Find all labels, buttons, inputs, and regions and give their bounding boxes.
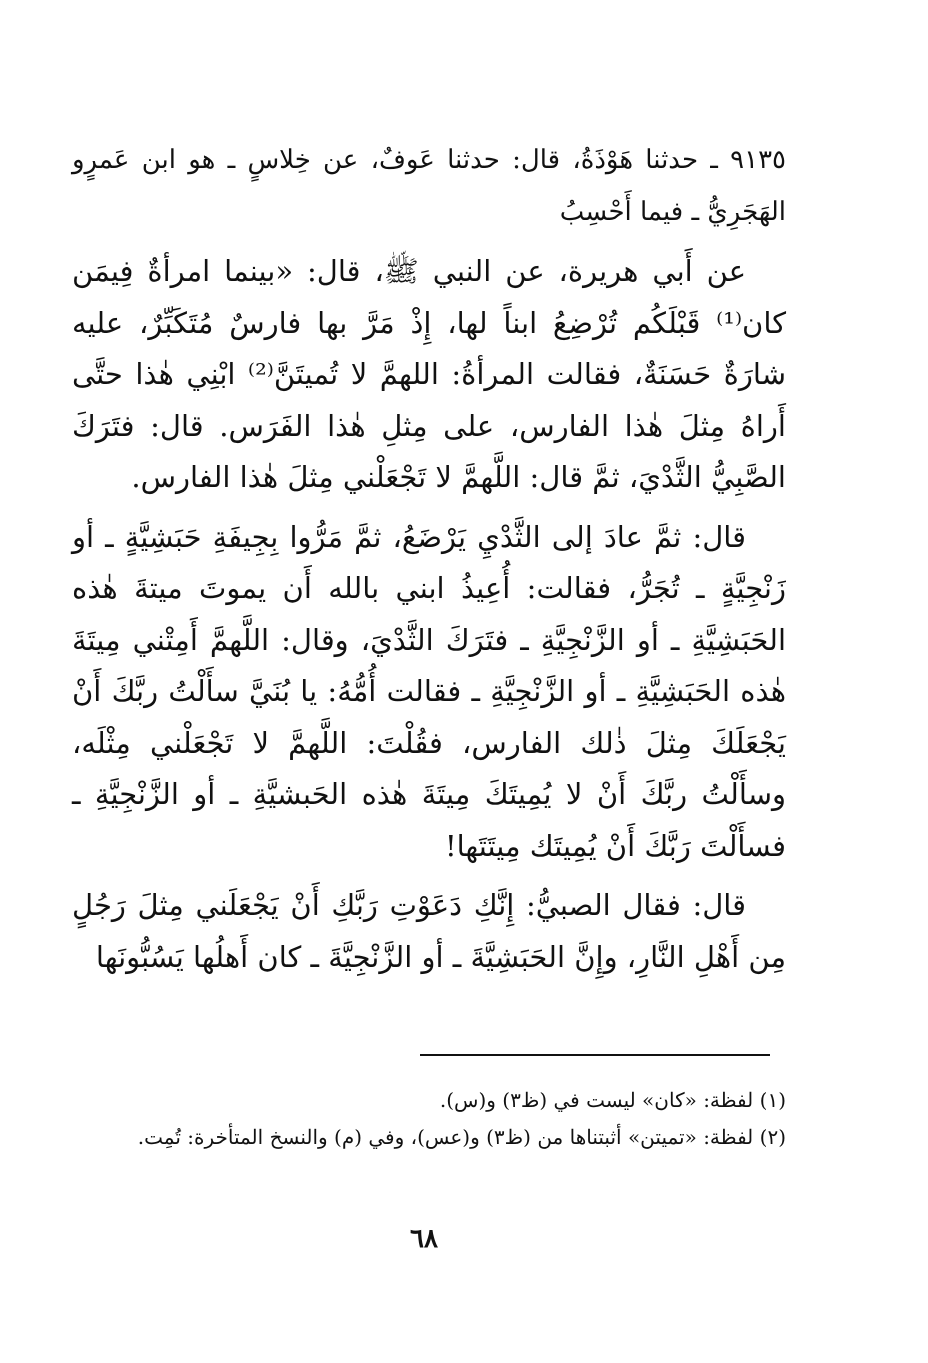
main-text	[72, 135, 786, 983]
footnote: (٢) لفظة: «تميتن» أثبتناها من (ظ٣) و(عس)، وفي (م) والنسخ المتأخرة: تُمِت.	[137, 1125, 786, 1149]
footnotes	[72, 1082, 786, 1156]
page-number: ٦٨	[410, 1224, 438, 1254]
footnote: (١) لفظة: «كان» ليست في (ظ٣) و(س).	[439, 1088, 786, 1112]
hadith-text-paragraph: عن أَبي هريرة، عن النبي ﷺ، قال: «بينما امرأةٌ فِيمَن كان⁽¹⁾ قَبْلَكُم تُرْضِعُ ابناً لها، إِذْ مَرَّ بها فارسٌ مُتَكَبِّرٌ، عليه شارَةٌ حَسَنَةٌ، فقالت المرأةُ: اللهمَّ لا تُميتَنَّ⁽²⁾ ابْنِي هٰذا حتَّى أَراهُ مِثلَ هٰذا الفارس، على مِثلِ هٰذا الفَرَس. قال: فتَرَكَ الصَّبِيُّ الثَّدْيَ، ثمَّ قال: اللَّهمَّ لا تَجْعَلْني مِثلَ هٰذا الفارس.	[72, 254, 787, 494]
footnote-divider	[420, 1054, 770, 1056]
hadith-text-paragraph: قال: ثمَّ عادَ إلى الثَّدْيِ يَرْضَعُ، ثمَّ مَرُّوا بِجِيفَةِ حَبَشِيَّةٍ ـ أو زَنْجِيَّةٍ ـ تُجَرُّ، فقالت: أُعِيذُ ابني بالله أَن يموتَ ميتةَ هٰذه الحَبَشِيَّةِ ـ أو الزَّنْجِيَّةِ ـ فتَرَكَ الثَّدْيَ، وقال: اللَّهمَّ أَمِتْني مِيتَةَ هٰذه الحَبَشِيَّةِ ـ أو الزَّنْجِيَّةِ ـ فقالت أُمُّهُ: يا بُنَيَّ سأَلْتُ ربَّكَ أَنْ يَجْعَلَكَ مِثلَ ذٰلك الفارس، فقُلْتَ: اللَّهمَّ لا تَجْعَلْني مِثْلَه، وسأَلْتُ ربَّكَ أَنْ لا يُمِيتَكَ مِيتَةَ هٰذه الحَبشيَّةِ ـ أو الزَّنْجِيَّةِ ـ فسأَلْتَ رَبَّكَ أَنْ يُمِيتَك مِيتَتَها!	[72, 519, 786, 863]
hadith-isnad-paragraph: ٩١٣٥ ـ حدثنا هَوْذَةُ، قال: حدثنا عَوفٌ، عن خِلاسٍ ـ هو ابن عَمرٍو الهَجَرِيُّ ـ فيما أَحْسِبُ	[72, 145, 786, 227]
hadith-text-paragraph: قال: فقال الصبيُّ: إِنَّكِ دَعَوْتِ رَبَّكِ أَنْ يَجْعَلَني مِثلَ رَجُلٍ مِن أَهْلِ النَّارِ، وإِنَّ الحَبَشِيَّةَ ـ أو الزَّنْجِيَّةَ ـ كان أَهلُها يَسُبُّونَها	[72, 888, 786, 974]
